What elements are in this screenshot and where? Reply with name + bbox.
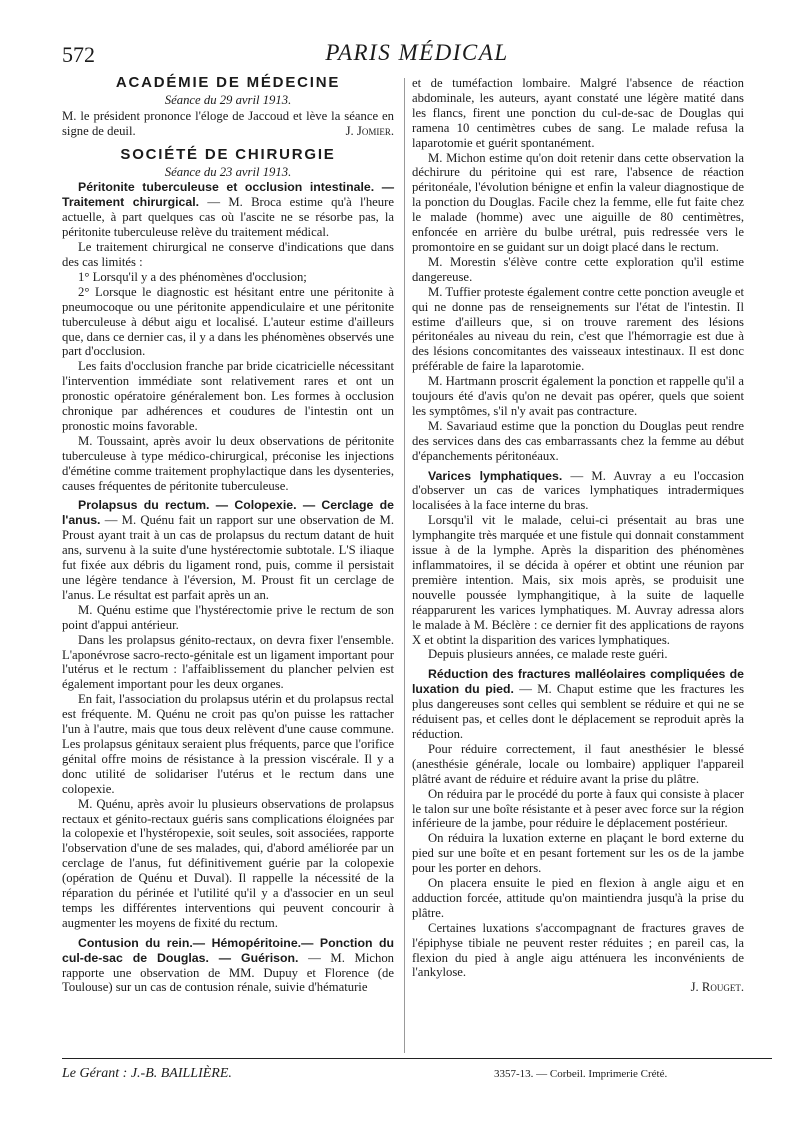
topic-heading: Péritonite tuberculeuse et occlusion intestinale. — Traitement chirurgical. <box>62 180 394 210</box>
right-column <box>412 76 744 995</box>
paragraph: M. Quénu, après avoir lu plusieurs observations de prolapsus rectaux et génito-rectaux guéris sans complications éloignées par la colopexie et l'hystéropexie, soit seules, soit associées, rapporte l'observation d'une de ses malades, qui, d'abord améliorée par un cerclage de l'anus, fut définitivement guérie par la colopexie (opération de Quénu et Duval). Il rappelle la nécessité de la réparation du périnée et l'utilité qu'il y a d'associer en un seul temps les différentes interventions qui peuvent concourir à augmenter les moyens de fixité du rectum. <box>62 796 394 930</box>
paragraph-text: — M. Broca estime qu'à l'heure actuelle, à part quelques cas où l'ascite ne se résorbe pas, la péritonite tuberculeuse relève du traitement médical. <box>62 195 394 240</box>
paragraph: En fait, l'association du prolapsus utérin et du prolapsus rectal est fréquente. M. Quénu ne croit pas qu'on puisse les rattacher l'un à l'autre, mais que tous deux relèvent d'une cause commune. Les prolapsus génitaux seraient plus fréquents, parce que l'orifice génital offre moins de résistance à la pression viscérale. Il y a donc utilité de solidariser l'utérus et le rectum dans une colopexie. <box>62 692 394 796</box>
topic-heading: Varices lymphatiques. <box>428 468 563 483</box>
paragraph: 1° Lorsqu'il y a des phénomènes d'occlusion; <box>78 269 307 284</box>
academie-paragraph <box>62 109 394 139</box>
academie-text: M. le président prononce l'éloge de Jaccoud et lève la séance en signe de deuil. <box>62 108 394 138</box>
paragraph: Dans les prolapsus génito-rectaux, on devra fixer l'ensemble. L'aponévrose sacro-recto-génitale est un ligament important pour l'utérus et le rectum : l'affaiblissement du plancher pelvien est également important pour les deux organes. <box>62 632 394 692</box>
running-title: PARIS MÉDICAL <box>325 40 509 65</box>
paragraph-text: — M. Auvray a eu l'occasion d'observer un cas de varices lymphatiques intradermiques localisées à la face interne du bras. <box>412 468 745 513</box>
paragraph: Les faits d'occlusion franche par bride cicatricielle nécessitant l'intervention immédiate sont relativement rares et ont un pronostic opératoire généralement bon. Les formes à occlusion chronique par adhérences et coudures de l'intestin ont un pronostic moins favorable. <box>62 359 394 433</box>
paragraph <box>62 180 394 240</box>
paragraph: M. Hartmann proscrit également la ponction et rappelle qu'il a toujours été d'avis qu'on ne devait pas opérer, quels que soient les symptômes, s'il n'y avait pas contracture. <box>412 374 744 418</box>
paragraph: On placera ensuite le pied en flexion à angle aigu et en adduction forcée, attitude qu'on maintiendra jusqu'à la prise du plâtre. <box>412 876 744 920</box>
column-divider <box>404 78 405 1053</box>
paragraph <box>62 498 394 602</box>
page-header <box>62 40 772 74</box>
paragraph: Lorsqu'il vit le malade, celui-ci présentait au bras une lymphangite très marquée et une fistule qui donnait constamment issue à de la lymphe. Après la disparition des phénomènes inflammatoires, il se décida à opérer et obtint une réunion par première intention. Mais, six mois après, se produisit une nouvelle poussée lymphangitique, à la suite de laquelle réapparurent les varices lymphatiques. M. Auvray adressa alors le malade à M. Béclère : ce dernier fit des applications de rayons X et obtint la disparition des varices lymphatiques. <box>412 513 744 647</box>
paragraph: On réduira par le procédé du porte à faux qui consiste à placer le talon sur une boîte résistante et à peser avec force sur la région inférieure de la jambe, pour réduire le déplacement postérieur. <box>412 786 744 831</box>
author-signature: J. Rouget. <box>690 980 744 995</box>
paragraph: 2° Lorsque le diagnostic est hésitant entre une péritonite à pneumocoque ou une péritonite appendiculaire et une péritonite tuberculeuse à début aigu et localisé. L'auteur estime d'ailleurs que, dans ce dernier cas, il y a dans les phénomènes observés une part d'occlusion. <box>62 284 394 359</box>
footer-rule <box>62 1058 772 1059</box>
topic-heading: Réduction des fractures malléolaires compliquées de luxation du pied. <box>412 667 744 697</box>
paragraph-text: — M. Quénu fait un rapport sur une observation de M. Proust ayant trait à un cas de prolapsus du rectum datant de huit ans, survenu à la suite d'une hystérectomie subtotale. L'S iliaque fut fixée aux débris du ligament rond, puis, comme il persistait une légère tendance à l'éversion, M. Proust fit un cerclage de l'anus. Le résultat est parfait après un an. <box>62 513 394 602</box>
paragraph: M. Toussaint, après avoir lu deux observations de péritonite tuberculeuse à type médico-chirurgical, préconise les injections d'émétine comme traitement prophylactique dans les dysenteries, causes fréquentes de péritonite tuberculeuse. <box>62 433 394 493</box>
paragraph: On réduira la luxation externe en plaçant le bord externe du pied sur une boîte et en pesant fortement sur les os de la jambe pour les porter en dehors. <box>412 831 744 876</box>
paragraph: M. Savariaud estime que la ponction du Douglas peut rendre des services dans des cas embarrassants chez la femme au début d'épanchements péritonéaux. <box>412 418 744 463</box>
paragraph: M. Morestin s'élève contre cette exploration qu'il estime dangereuse. <box>412 254 744 284</box>
paragraph: M. Tuffier proteste également contre cette ponction aveugle et qui ne donne pas de renseignements sur l'état de l'intestin. Il estime d'ailleurs que, si on trouve rarement des lésions péritonéales au niveau du rein, c'est que l'hémorragie est due à des lésions concomitantes des vaisseaux intestinaux. Il est donc préférable de faire la laparotomie. <box>412 284 744 374</box>
gerant-line: Le Gérant : J.-B. BAILLIÈRE. <box>62 1066 232 1081</box>
paragraph-text: — M. Michon rapporte une observation de MM. Dupuy et Florence (de Toulouse) sur un cas de contusion rénale, suivie d'hématurie <box>62 950 395 995</box>
societe-seance: Séance du 23 avril 1913. <box>164 164 292 179</box>
paragraph: Le traitement chirurgical ne conserve d'indications que dans des cas limités : <box>62 240 394 269</box>
paragraph <box>62 936 394 996</box>
page-number: 572 <box>62 42 95 67</box>
paragraph: Certaines luxations s'accompagnant de fractures graves de l'épiphyse tibiale ne peuvent rester réduites ; en pareil cas, la flexion du pied à angle aigu atténuera les inconvénients de l'ankylose. <box>412 920 744 980</box>
academie-title: ACADÉMIE DE MÉDECINE <box>115 74 341 91</box>
paragraph: Depuis plusieurs années, ce malade reste guéri. <box>428 647 668 662</box>
paragraph: Pour réduire correctement, il faut anesthésier le blessé (anesthésie générale, locale ou lombaire) appliquer l'appareil plâtré avant de réduire et réduire avant la prise du plâtre. <box>412 741 744 786</box>
page-footer <box>62 1066 772 1088</box>
academie-signature: J. Jomier. <box>345 123 394 138</box>
left-column <box>62 76 394 995</box>
paragraph-text: — M. Chaput estime que les fractures les plus dangereuses sont celles qui semblent se réduire et qui ne se réduisent pas, et celles dont le déplacement se reproduit après la réduction. <box>412 682 745 741</box>
paragraph <box>412 469 744 514</box>
academie-seance: Séance du 29 avril 1913. <box>164 92 292 107</box>
printer-line: 3357-13. — Corbeil. Imprimerie Crété. <box>494 1068 668 1080</box>
paragraph: et de tuméfaction lombaire. Malgré l'absence de réaction abdominale, les auteurs, ayant constaté une légère matité dans les flancs, firent une ponction du cul-de-sac de Douglas qui ramena 10 centimètres cubes de sang. Le malade refusa la laparotomie et guérit spontanément. <box>412 76 744 150</box>
societe-title: SOCIÉTÉ DE CHIRURGIE <box>120 145 336 163</box>
paragraph <box>412 667 744 742</box>
topic-heading: Prolapsus du rectum. — Colopexie. — Cerclage de l'anus. <box>62 498 394 528</box>
paragraph: M. Quénu estime que l'hystérectomie prive le rectum de son point d'appui antérieur. <box>62 602 394 632</box>
paragraph: M. Michon estime qu'on doit retenir dans cette observation la déchirure du péritoine qui est rare, l'absence de réaction péritonéale, l'évolution bénigne et enfin la valeur diagnostique de la ponction du Douglas. Facile chez la femme, elle fut faite chez le malade (homme) avec une aiguille de 80 centimètres, enfoncée en arrière du bulbe urétral, puis redressée vers le promontoire en se guidant sur un doigt placé dans le rectum. <box>412 150 744 254</box>
topic-heading: Contusion du rein.— Hémopéritoine.— Ponction du cul-de-sac de Douglas. — Guérison. <box>62 935 394 965</box>
